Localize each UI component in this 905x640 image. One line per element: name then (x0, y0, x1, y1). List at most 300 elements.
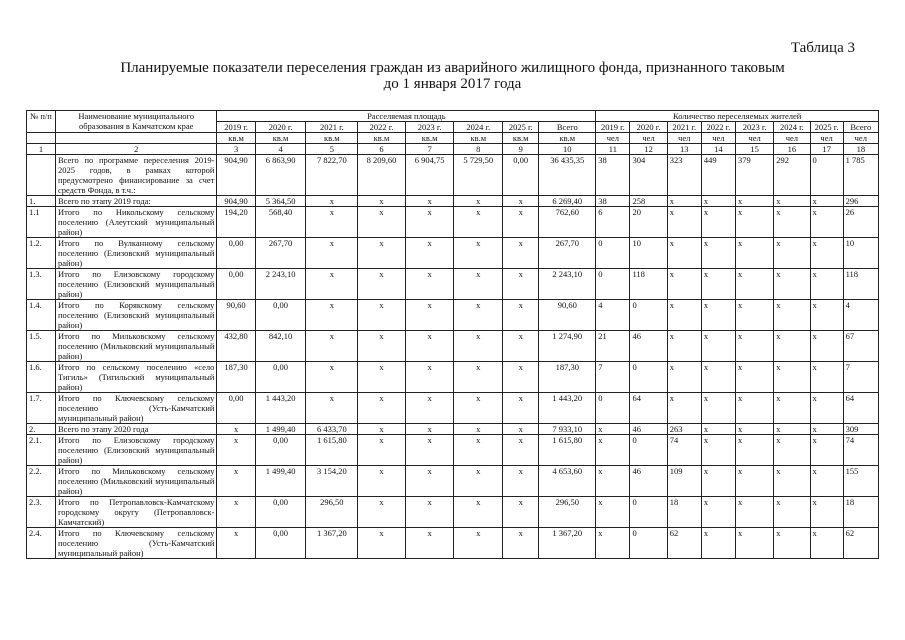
row-area-value: х (306, 238, 358, 269)
row-people-value: 21 (596, 331, 630, 362)
row-area-value: 0,00 (255, 362, 306, 393)
row-municipality-name: Итого по сельскому поселению «село Тигиль» (Тигильский муниципальный район) (55, 362, 216, 393)
row-people-value: х (774, 207, 810, 238)
row-people-value: х (667, 207, 701, 238)
row-people-value: х (596, 466, 630, 497)
row-area-value: х (405, 331, 454, 362)
row-municipality-name: Итого по Корякскому сельскому поселению (Елизовский муниципальный район) (55, 300, 216, 331)
row-area-value: х (217, 528, 255, 559)
row-index: 1.3. (27, 269, 56, 300)
header-area-unit: кв.м (405, 133, 454, 144)
row-area-value: х (454, 393, 503, 424)
header-column-number: 17 (810, 144, 843, 155)
header-column-number: 7 (405, 144, 454, 155)
row-people-value: х (810, 497, 843, 528)
row-people-value: х (701, 300, 735, 331)
header-area-year: 2022 г. (358, 122, 406, 133)
header-column-number: 1 (27, 144, 56, 155)
row-people-value: 46 (630, 424, 667, 435)
row-area-value: 842,10 (255, 331, 306, 362)
row-area-value: 7 933,10 (539, 424, 596, 435)
row-people-value: 38 (596, 155, 630, 196)
row-area-value: х (454, 300, 503, 331)
header-people-year: Всего (843, 122, 878, 133)
row-municipality-name: Итого по Ключевскому сельскому поселению (Усть-Камчатский муниципальный район) (55, 528, 216, 559)
row-municipality-name: Всего по этапу 2019 года: (55, 196, 216, 207)
row-people-value: 258 (630, 196, 667, 207)
row-people-value: х (736, 331, 774, 362)
row-people-value: 109 (667, 466, 701, 497)
row-area-value: 4 653,60 (539, 466, 596, 497)
row-area-value: х (358, 466, 406, 497)
row-area-value: х (454, 435, 503, 466)
row-people-value: 296 (843, 196, 878, 207)
row-area-value: 5 729,50 (454, 155, 503, 196)
header-people-group: Количество переселяемых жителей (596, 111, 879, 122)
row-area-value: 1 367,20 (539, 528, 596, 559)
row-people-value: 46 (630, 466, 667, 497)
row-index: 1.6. (27, 362, 56, 393)
header-people-unit: чел (736, 133, 774, 144)
row-area-value: 0,00 (503, 155, 539, 196)
row-people-value: 118 (630, 269, 667, 300)
row-area-value: х (358, 331, 406, 362)
row-index: 2.4. (27, 528, 56, 559)
header-column-number: 2 (55, 144, 216, 155)
row-people-value: х (810, 207, 843, 238)
row-people-value: х (701, 196, 735, 207)
row-area-value: х (454, 497, 503, 528)
row-people-value: х (667, 300, 701, 331)
table-row (27, 528, 879, 559)
row-area-value: 0,00 (255, 435, 306, 466)
row-area-value: 432,80 (217, 331, 255, 362)
row-people-value: х (736, 424, 774, 435)
row-people-value: х (774, 269, 810, 300)
row-area-value: х (405, 196, 454, 207)
header-num: № п/п (27, 111, 56, 133)
row-area-value: х (405, 207, 454, 238)
row-area-value: 1 274,90 (539, 331, 596, 362)
row-people-value: 62 (667, 528, 701, 559)
row-people-value: х (667, 393, 701, 424)
row-area-value: х (503, 238, 539, 269)
header-area-year: 2021 г. (306, 122, 358, 133)
row-area-value: х (306, 393, 358, 424)
row-index: 2. (27, 424, 56, 435)
header-column-number: 3 (217, 144, 255, 155)
header-people-year: 2021 г. (667, 122, 701, 133)
row-people-value: х (736, 528, 774, 559)
header-area-group: Расселяемая площадь (217, 111, 596, 122)
row-index: 1. (27, 196, 56, 207)
row-area-value: х (503, 497, 539, 528)
row-area-value: х (454, 362, 503, 393)
row-area-value: 904,90 (217, 155, 255, 196)
row-people-value: х (736, 196, 774, 207)
row-area-value: 296,50 (539, 497, 596, 528)
row-people-value: х (701, 331, 735, 362)
row-people-value: х (774, 331, 810, 362)
row-area-value: х (217, 497, 255, 528)
row-area-value: х (217, 435, 255, 466)
row-people-value: 18 (667, 497, 701, 528)
row-area-value: 8 209,60 (358, 155, 406, 196)
row-people-value: х (736, 300, 774, 331)
table-row (27, 362, 879, 393)
header-column-number: 16 (774, 144, 810, 155)
row-people-value: 38 (596, 196, 630, 207)
row-people-value: 10 (630, 238, 667, 269)
row-people-value: х (736, 238, 774, 269)
row-people-value: х (810, 424, 843, 435)
row-index (27, 155, 56, 196)
row-area-value: х (358, 393, 406, 424)
row-area-value: 6 433,70 (306, 424, 358, 435)
row-people-value: 4 (843, 300, 878, 331)
row-area-value: х (405, 362, 454, 393)
row-area-value: 187,30 (539, 362, 596, 393)
row-people-value: 1 785 (843, 155, 878, 196)
row-people-value: х (774, 528, 810, 559)
row-area-value: 1 499,40 (255, 424, 306, 435)
row-area-value: 0,00 (217, 393, 255, 424)
header-people-unit: чел (596, 133, 630, 144)
row-area-value: 90,60 (217, 300, 255, 331)
header-area-year: Всего (539, 122, 596, 133)
header-area-unit: кв.м (306, 133, 358, 144)
row-index: 1.4. (27, 300, 56, 331)
row-people-value: х (810, 435, 843, 466)
row-people-value: 309 (843, 424, 878, 435)
row-people-value: 7 (596, 362, 630, 393)
row-area-value: 6 904,75 (405, 155, 454, 196)
row-area-value: 296,50 (306, 497, 358, 528)
row-area-value: 194,20 (217, 207, 255, 238)
row-area-value: х (405, 269, 454, 300)
row-people-value: х (701, 207, 735, 238)
header-units-blank (55, 133, 216, 144)
header-column-number: 14 (701, 144, 735, 155)
row-area-value: 762,60 (539, 207, 596, 238)
row-people-value: х (701, 466, 735, 497)
row-area-value: х (217, 424, 255, 435)
row-area-value: 568,40 (255, 207, 306, 238)
header-area-unit: кв.м (503, 133, 539, 144)
table-row (27, 207, 879, 238)
table-row (27, 238, 879, 269)
row-people-value: 263 (667, 424, 701, 435)
row-people-value: х (810, 331, 843, 362)
row-people-value: х (774, 497, 810, 528)
row-people-value: х (810, 466, 843, 497)
row-area-value: х (306, 331, 358, 362)
row-area-value: х (306, 196, 358, 207)
row-area-value: 267,70 (255, 238, 306, 269)
header-column-number: 10 (539, 144, 596, 155)
row-people-value: 155 (843, 466, 878, 497)
row-people-value: х (667, 269, 701, 300)
row-people-value: 6 (596, 207, 630, 238)
row-area-value: х (358, 196, 406, 207)
row-municipality-name: Всего по этапу 2020 года (55, 424, 216, 435)
header-area-unit: кв.м (539, 133, 596, 144)
row-people-value: 7 (843, 362, 878, 393)
row-area-value: 1 615,80 (539, 435, 596, 466)
row-people-value: 64 (843, 393, 878, 424)
row-people-value: 292 (774, 155, 810, 196)
row-people-value: 4 (596, 300, 630, 331)
row-area-value: х (358, 362, 406, 393)
header-area-year: 2019 г. (217, 122, 255, 133)
row-area-value: х (454, 207, 503, 238)
row-people-value: 0 (596, 393, 630, 424)
row-area-value: х (405, 300, 454, 331)
row-area-value: х (306, 207, 358, 238)
row-people-value: х (701, 362, 735, 393)
table-row (27, 435, 879, 466)
header-column-number: 11 (596, 144, 630, 155)
row-index: 1.1 (27, 207, 56, 238)
row-people-value: 0 (596, 269, 630, 300)
table-row (27, 466, 879, 497)
row-people-value: х (736, 466, 774, 497)
row-people-value: х (667, 362, 701, 393)
row-area-value: х (454, 196, 503, 207)
row-area-value: х (405, 528, 454, 559)
row-area-value: х (503, 424, 539, 435)
table-row (27, 155, 879, 196)
header-people-unit: чел (843, 133, 878, 144)
resettlement-table (26, 110, 879, 559)
header-row-units (27, 133, 879, 144)
header-units-blank (27, 133, 56, 144)
table-row (27, 300, 879, 331)
row-area-value: 0,00 (255, 300, 306, 331)
header-column-number: 18 (843, 144, 878, 155)
row-area-value: 0,00 (217, 269, 255, 300)
header-people-unit: чел (630, 133, 667, 144)
row-area-value: х (405, 435, 454, 466)
row-area-value: х (306, 269, 358, 300)
row-people-value: х (810, 196, 843, 207)
table-row (27, 497, 879, 528)
row-area-value: 3 154,20 (306, 466, 358, 497)
row-area-value: 90,60 (539, 300, 596, 331)
row-index: 2.2. (27, 466, 56, 497)
row-people-value: х (736, 362, 774, 393)
row-area-value: 6 863,90 (255, 155, 306, 196)
header-area-year: 2020 г. (255, 122, 306, 133)
row-area-value: 267,70 (539, 238, 596, 269)
row-people-value: 118 (843, 269, 878, 300)
row-area-value: х (503, 196, 539, 207)
row-people-value: х (701, 238, 735, 269)
row-people-value: 0 (810, 155, 843, 196)
row-area-value: 0,00 (255, 497, 306, 528)
row-area-value: х (454, 466, 503, 497)
header-area-unit: кв.м (358, 133, 406, 144)
row-area-value: х (358, 435, 406, 466)
table-row (27, 196, 879, 207)
row-area-value: х (358, 497, 406, 528)
row-area-value: 1 367,20 (306, 528, 358, 559)
row-people-value: х (810, 528, 843, 559)
row-index: 1.7. (27, 393, 56, 424)
row-people-value: 46 (630, 331, 667, 362)
row-people-value: х (810, 300, 843, 331)
row-index: 1.5. (27, 331, 56, 362)
header-people-unit: чел (774, 133, 810, 144)
row-people-value: 0 (630, 528, 667, 559)
header-people-year: 2022 г. (701, 122, 735, 133)
row-people-value: х (810, 269, 843, 300)
row-area-value: 187,30 (217, 362, 255, 393)
row-people-value: х (596, 528, 630, 559)
row-people-value: х (736, 269, 774, 300)
header-row-group (27, 111, 879, 122)
row-people-value: 379 (736, 155, 774, 196)
row-people-value: х (774, 466, 810, 497)
row-people-value: х (774, 300, 810, 331)
header-people-year: 2023 г. (736, 122, 774, 133)
table-row (27, 393, 879, 424)
header-area-year: 2025 г. (503, 122, 539, 133)
row-area-value: х (454, 424, 503, 435)
row-area-value: х (405, 238, 454, 269)
table-row (27, 331, 879, 362)
row-area-value: х (503, 362, 539, 393)
row-people-value: х (774, 393, 810, 424)
row-area-value: х (358, 269, 406, 300)
row-area-value: 0,00 (255, 528, 306, 559)
header-people-year: 2024 г. (774, 122, 810, 133)
row-people-value: 74 (843, 435, 878, 466)
row-area-value: х (358, 528, 406, 559)
row-people-value: х (736, 393, 774, 424)
row-people-value: 62 (843, 528, 878, 559)
header-row-column-numbers (27, 144, 879, 155)
row-people-value: х (667, 196, 701, 207)
row-people-value: х (810, 238, 843, 269)
header-column-number: 12 (630, 144, 667, 155)
header-column-number: 4 (255, 144, 306, 155)
row-people-value: 0 (630, 362, 667, 393)
row-people-value: 26 (843, 207, 878, 238)
row-area-value: 6 269,40 (539, 196, 596, 207)
row-municipality-name: Итого по Петропавловск-Камчатскому городскому округу (Петропавловск-Камчатский) (55, 497, 216, 528)
row-area-value: х (503, 207, 539, 238)
row-people-value: 0 (630, 435, 667, 466)
row-people-value: 64 (630, 393, 667, 424)
header-area-year: 2023 г. (405, 122, 454, 133)
row-index: 1.2. (27, 238, 56, 269)
title-line-2: до 1 января 2017 года (383, 76, 522, 92)
header-people-unit: чел (701, 133, 735, 144)
row-area-value: х (405, 424, 454, 435)
row-people-value: х (596, 424, 630, 435)
row-area-value: 5 364,50 (255, 196, 306, 207)
table-row (27, 269, 879, 300)
row-area-value: 2 243,10 (539, 269, 596, 300)
row-people-value: х (701, 393, 735, 424)
row-people-value: х (736, 497, 774, 528)
row-people-value: х (596, 497, 630, 528)
header-column-number: 13 (667, 144, 701, 155)
row-municipality-name: Итого по Вулканному сельскому поселению (Елизовский муниципальный район) (55, 238, 216, 269)
row-people-value: х (596, 435, 630, 466)
row-index: 2.3. (27, 497, 56, 528)
row-people-value: х (701, 497, 735, 528)
row-people-value: 18 (843, 497, 878, 528)
row-area-value: х (358, 238, 406, 269)
row-people-value: 304 (630, 155, 667, 196)
row-municipality-name: Итого по Никольскому сельскому поселению (Алеутский муниципальный район) (55, 207, 216, 238)
row-area-value: х (358, 424, 406, 435)
row-people-value: х (701, 435, 735, 466)
row-people-value: х (774, 435, 810, 466)
row-people-value: 74 (667, 435, 701, 466)
row-people-value: 20 (630, 207, 667, 238)
row-area-value: 904,90 (217, 196, 255, 207)
row-area-value: х (358, 300, 406, 331)
row-area-value: 0,00 (217, 238, 255, 269)
row-people-value: х (701, 528, 735, 559)
row-municipality-name: Итого по Ключевскому сельскому поселению (Усть-Камчатский муниципальный район) (55, 393, 216, 424)
header-name: Наименование муниципального образования в Камчатском крае (55, 111, 216, 133)
row-area-value: х (405, 466, 454, 497)
header-column-number: 9 (503, 144, 539, 155)
row-people-value: х (810, 362, 843, 393)
row-people-value: 10 (843, 238, 878, 269)
row-area-value: 1 443,20 (539, 393, 596, 424)
row-area-value: х (454, 269, 503, 300)
row-area-value: х (306, 362, 358, 393)
header-area-year: 2024 г. (454, 122, 503, 133)
row-area-value: х (503, 393, 539, 424)
row-area-value: х (358, 207, 406, 238)
row-municipality-name: Итого по Мильковскому сельскому поселению (Мильковский муниципальный район) (55, 466, 216, 497)
row-area-value: х (503, 435, 539, 466)
row-people-value: х (701, 424, 735, 435)
row-municipality-name: Итого по Елизовскому городскому поселению (Елизовский муниципальный район) (55, 269, 216, 300)
row-people-value: х (774, 196, 810, 207)
row-area-value: 1 615,80 (306, 435, 358, 466)
row-people-value: х (667, 238, 701, 269)
document-title (0, 60, 905, 92)
row-people-value: х (774, 424, 810, 435)
header-column-number: 5 (306, 144, 358, 155)
header-area-unit: кв.м (217, 133, 255, 144)
row-municipality-name: Всего по программе переселения 2019-2025 годов, в рамках которой предусмотрено финансирование за счет средств Фонда, в т.ч.: (55, 155, 216, 196)
row-people-value: х (736, 435, 774, 466)
row-area-value: х (405, 393, 454, 424)
row-people-value: х (774, 238, 810, 269)
row-area-value: 2 243,10 (255, 269, 306, 300)
row-area-value: х (454, 238, 503, 269)
header-column-number: 8 (454, 144, 503, 155)
row-people-value: 67 (843, 331, 878, 362)
header-people-year: 2020 г. (630, 122, 667, 133)
row-people-value: 0 (630, 300, 667, 331)
table-label: Таблица 3 (790, 40, 855, 56)
row-area-value: х (454, 528, 503, 559)
header-people-year: 2019 г. (596, 122, 630, 133)
row-area-value: 36 435,35 (539, 155, 596, 196)
row-area-value: х (306, 300, 358, 331)
header-column-number: 15 (736, 144, 774, 155)
row-municipality-name: Итого по Мильковскому сельскому поселению (Мильковский муниципальный район) (55, 331, 216, 362)
